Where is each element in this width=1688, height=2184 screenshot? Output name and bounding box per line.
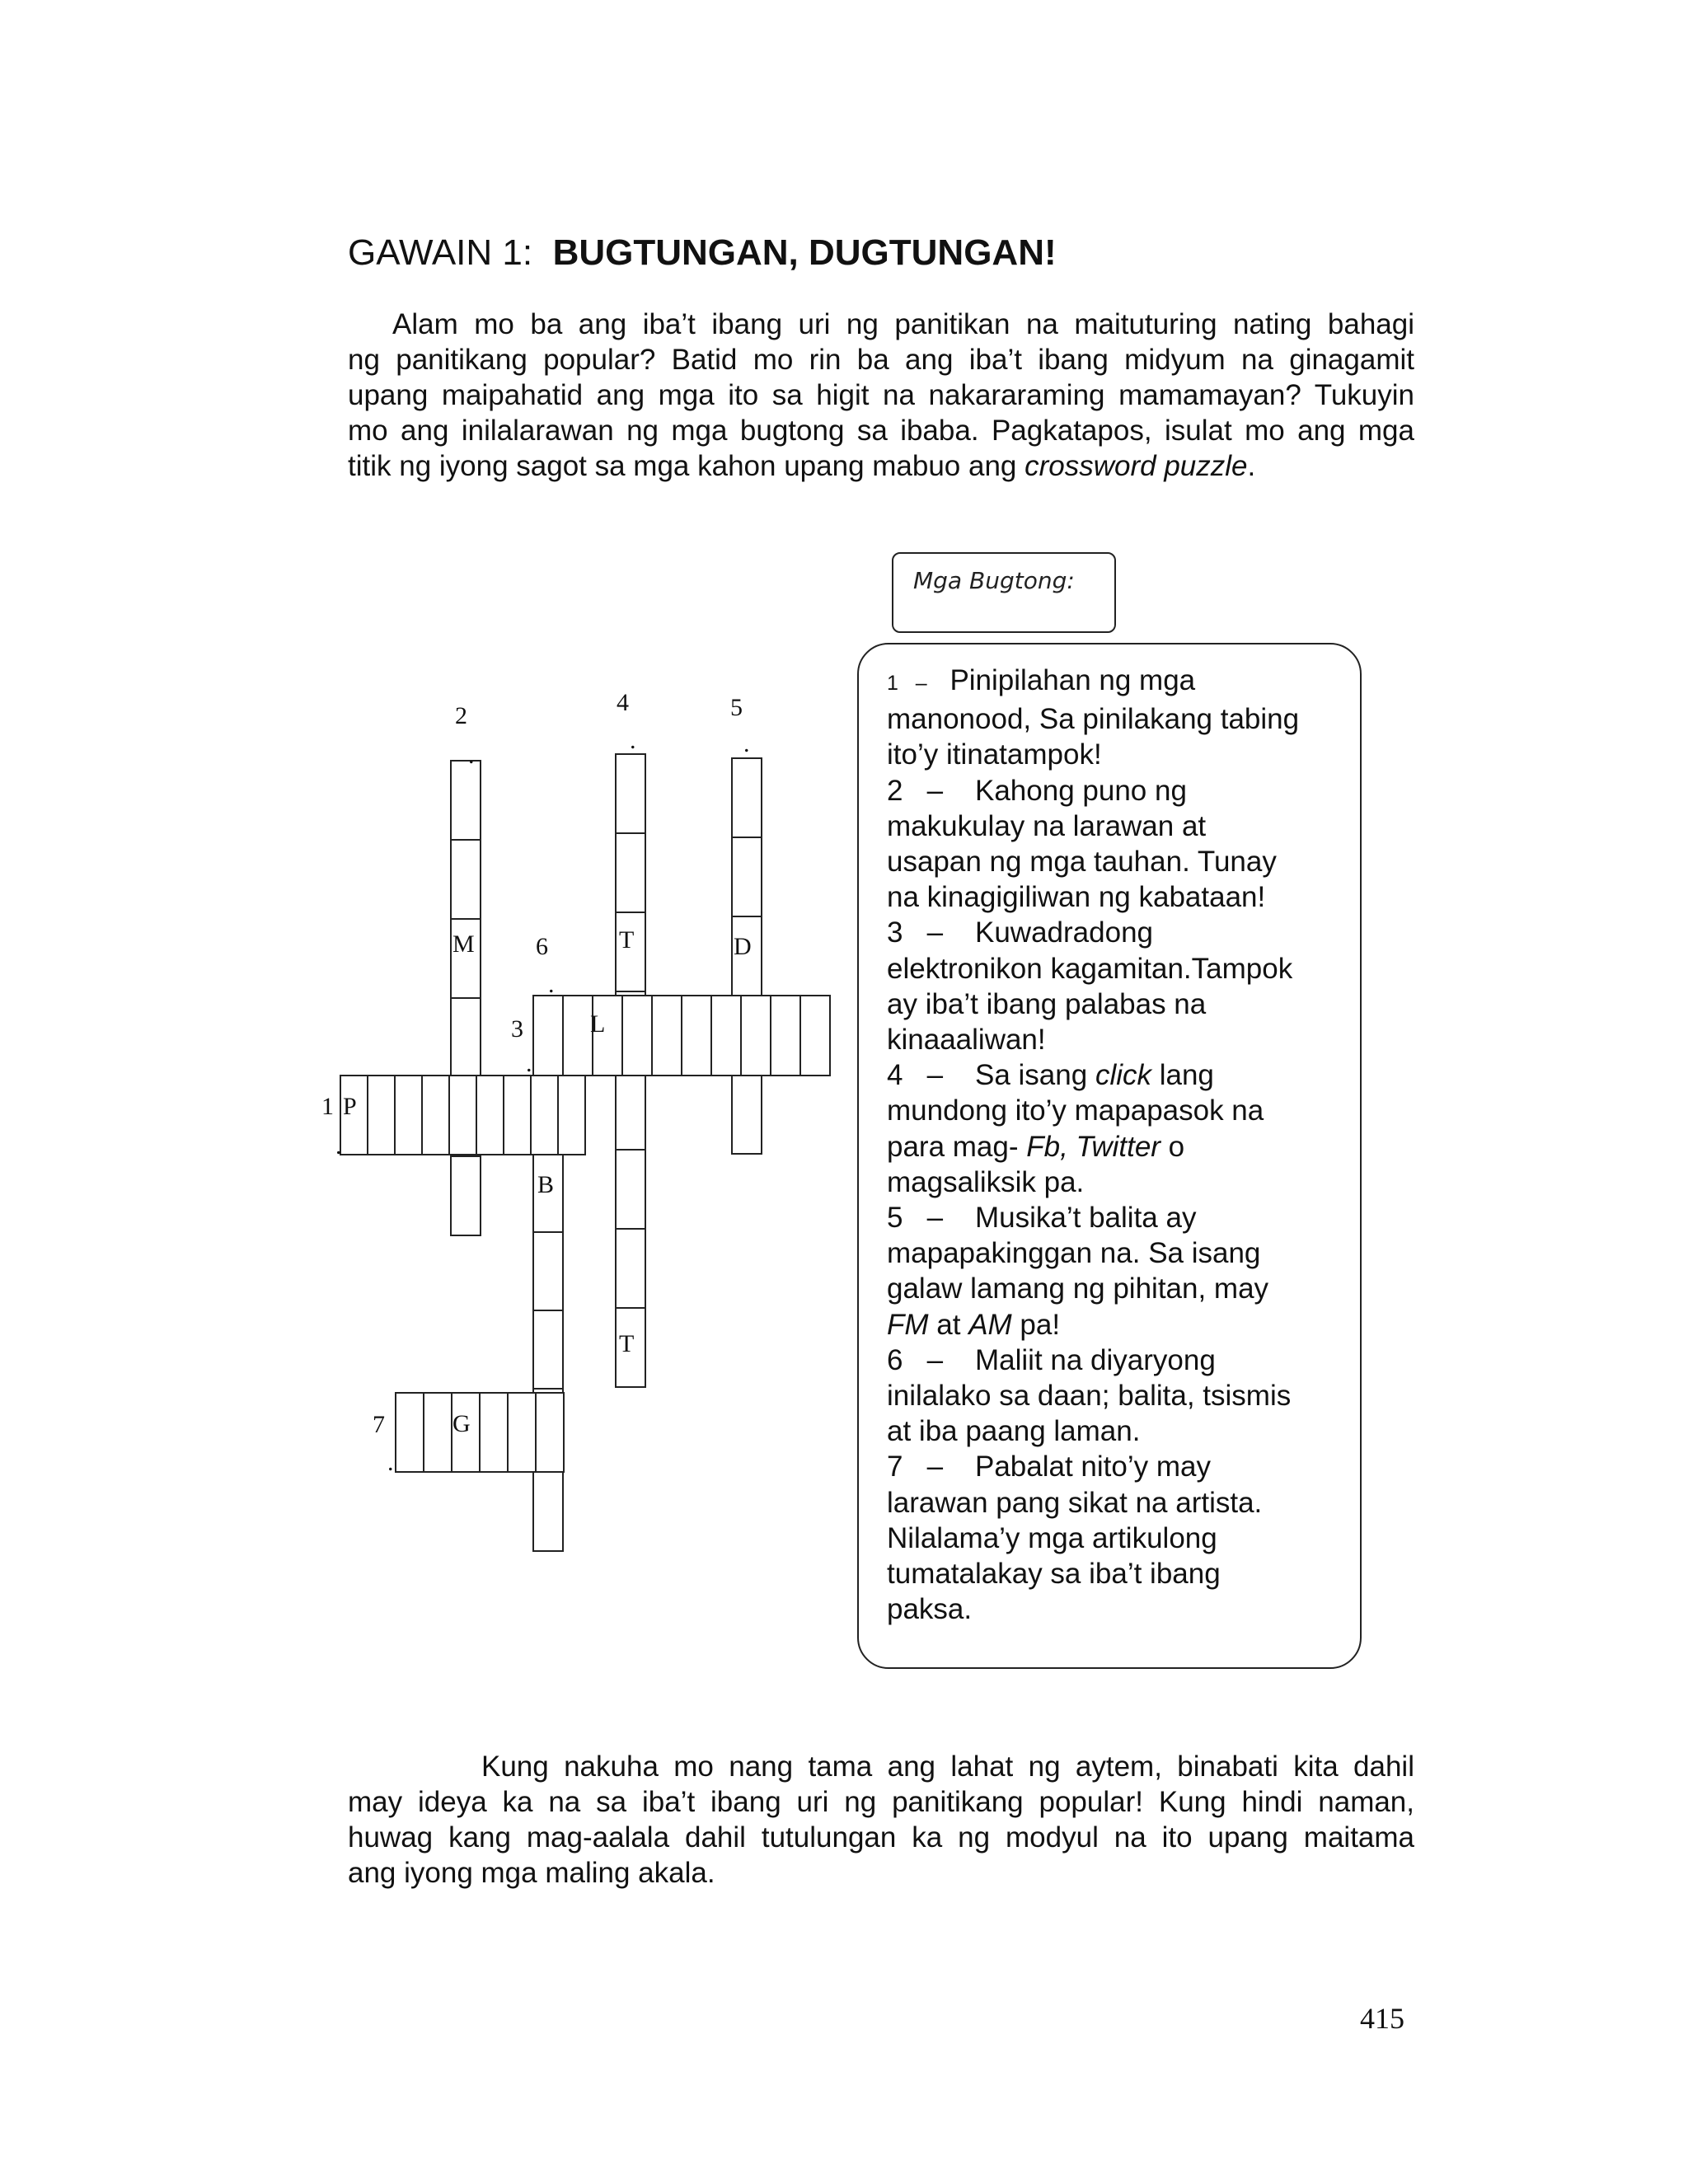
clue-line: larawan pang sikat na artista.	[887, 1486, 1263, 1519]
clue-number: 1 –	[887, 672, 950, 695]
clue-number: 6 –	[887, 1343, 975, 1376]
clue-line: paksa.	[887, 1593, 973, 1626]
crossword-cell[interactable]	[533, 1472, 563, 1551]
intro-line: mo ang inilalarawan ng mga bugtong sa ibaba. Pagkatapos, isulat mo ang mga	[348, 415, 1414, 447]
clue-line: mapapakinggan na. Sa isang	[887, 1237, 1261, 1270]
crossword-cell[interactable]	[563, 996, 593, 1076]
clue-number-label: 2	[455, 702, 467, 729]
crossword-cell[interactable]	[622, 996, 652, 1076]
crossword-cell[interactable]	[533, 1310, 563, 1389]
number-period: .	[335, 1132, 342, 1160]
crossword-cell[interactable]	[451, 761, 481, 840]
outro-paragraph	[348, 1749, 1414, 1891]
given-letter: P	[343, 1093, 357, 1120]
clue-number-label: 4	[617, 689, 629, 716]
clue-line: 1 – Pinipilahan ng mga	[887, 664, 1196, 696]
clue-number: 4 –	[887, 1059, 975, 1092]
crossword-cell[interactable]	[616, 833, 645, 912]
clue-number-label: 3	[511, 1015, 523, 1043]
number-period: .	[526, 1050, 532, 1077]
crossword-cell[interactable]	[424, 1393, 452, 1472]
crossword-cell[interactable]	[616, 1229, 645, 1308]
clue-number: 3 –	[887, 916, 975, 949]
intro-line: upang maipahatid ang mga ito sa higit na nakararaming mamamayan? Tukuyin	[348, 379, 1414, 411]
given-letter: M	[452, 930, 475, 958]
clue-number: 2 –	[887, 774, 975, 807]
number-period: .	[468, 742, 475, 769]
clue-line: galaw lamang ng pihitan, may	[887, 1272, 1269, 1305]
crossword-cell[interactable]	[732, 837, 762, 916]
given-letter: D	[734, 933, 752, 960]
clue-number-label: 7	[373, 1411, 385, 1438]
crossword-cell[interactable]	[732, 758, 762, 837]
clue-number-label: 5	[730, 694, 743, 721]
crossword-cell[interactable]	[616, 1071, 645, 1150]
intro-line-last: titik ng iyong sagot sa mga kahon upang mabuo ang crossword puzzle.	[348, 450, 1256, 482]
clue-line: makukulay na larawan at	[887, 809, 1207, 842]
outro-line: Kung nakuha mo nang tama ang lahat ng aytem, binabati kita dahil	[481, 1750, 1414, 1783]
crossword-cell[interactable]	[682, 996, 711, 1076]
crossword-cell[interactable]	[368, 1076, 395, 1155]
crossword-cell[interactable]	[451, 998, 481, 1077]
crossword-cell[interactable]	[536, 1393, 564, 1472]
given-letter: L	[590, 1010, 606, 1038]
outro-line: ang iyong mga maling akala.	[348, 1857, 715, 1889]
clue-number: 5 –	[887, 1202, 975, 1235]
clue-line: 5 – Musika’t balita ay	[887, 1202, 1197, 1235]
crossword-cell[interactable]	[422, 1076, 449, 1155]
crossword-cell[interactable]	[711, 996, 741, 1076]
title-bold: BUGTUNGAN, DUGTUNGAN!	[552, 232, 1057, 273]
clue-line: mundong ito’y mapapasok na	[887, 1094, 1264, 1127]
outro-line: may ideya ka na sa iba’t ibang uri ng panitikang popular! Kung hindi naman,	[348, 1786, 1414, 1818]
intro-line: ng panitikang popular? Batid mo rin ba ang iba’t ibang midyum na ginagamit	[348, 344, 1414, 376]
clue-line: inilalako sa daan; balita, tsismis	[887, 1380, 1292, 1413]
crossword-cell[interactable]	[476, 1076, 504, 1155]
clue-line: 4 – Sa isang click lang	[887, 1059, 1214, 1092]
bugtong-label: Mga Bugtong:	[892, 552, 1116, 633]
number-period: .	[548, 971, 555, 998]
crossword-cell[interactable]	[652, 996, 682, 1076]
given-letter: G	[452, 1410, 471, 1437]
number-period: .	[630, 727, 636, 754]
page-number: 415	[1360, 2002, 1404, 2035]
crossword-cell[interactable]	[732, 1075, 762, 1154]
clue-line: 7 – Pabalat nito’y may	[887, 1451, 1211, 1483]
clue-line: FM at AM pa!	[887, 1308, 1061, 1341]
crossword-cell[interactable]	[504, 1076, 531, 1155]
clue-line: ay iba’t ibang palabas na	[887, 987, 1207, 1020]
crossword-cell[interactable]	[616, 754, 645, 833]
crossword-cell[interactable]	[451, 840, 481, 919]
number-period: .	[743, 730, 750, 757]
crossword-cell[interactable]	[508, 1393, 536, 1472]
clue-number: 7 –	[887, 1451, 975, 1483]
given-letter: T	[619, 1330, 635, 1357]
given-letter: B	[537, 1171, 555, 1198]
crossword-cell[interactable]	[741, 996, 771, 1076]
crossword-cell[interactable]	[616, 1150, 645, 1229]
clue-line: para mag- Fb, Twitter o	[887, 1130, 1185, 1163]
clue-line: tumatalakay sa iba’t ibang	[887, 1558, 1221, 1591]
clue-line: ito’y itinatampok!	[887, 738, 1102, 771]
clue-line: usapan ng mga tauhan. Tunay	[887, 846, 1277, 879]
intro-line: Alam mo ba ang iba’t ibang uri ng panitikan na maituturing nating bahagi	[392, 308, 1414, 340]
clue-line: na kinagigiliwan ng kabataan!	[887, 881, 1266, 914]
clue-line: 6 – Maliit na diyaryong	[887, 1343, 1216, 1376]
clue-number-label: 1	[321, 1093, 334, 1120]
given-letter: T	[619, 926, 635, 954]
crossword-cell[interactable]	[531, 1076, 558, 1155]
clue-line: 3 – Kuwadradong	[887, 916, 1153, 949]
clue-line: elektronikon kagamitan.Tampok	[887, 952, 1293, 985]
crossword-cell[interactable]	[449, 1076, 476, 1155]
number-period: .	[387, 1449, 394, 1476]
title-prefix: GAWAIN 1:	[348, 232, 533, 273]
clue-line: manonood, Sa pinilakang tabing	[887, 703, 1300, 736]
crossword-cell[interactable]	[533, 996, 563, 1076]
crossword-cell[interactable]	[480, 1393, 508, 1472]
crossword-cell[interactable]	[558, 1076, 585, 1155]
crossword-cell[interactable]	[451, 1156, 481, 1235]
clue-line: 2 – Kahong puno ng	[887, 774, 1187, 807]
clue-line: at iba paang laman.	[887, 1415, 1141, 1448]
clue-line: Nilalama’y mga artikulong	[887, 1521, 1217, 1554]
clue-line: magsaliksik pa.	[887, 1165, 1085, 1198]
crossword-cell[interactable]	[396, 1393, 424, 1472]
clue-number-label: 6	[536, 933, 548, 960]
clue-line: kinaaaliwan!	[887, 1024, 1046, 1057]
crossword-cell[interactable]	[771, 996, 800, 1076]
crossword-cell[interactable]	[395, 1076, 422, 1155]
crossword-cell[interactable]	[533, 1232, 563, 1310]
outro-line: huwag kang mag-aalala dahil tutulungan ka ng modyul na ito upang maitama	[348, 1821, 1414, 1854]
crossword-cell[interactable]	[800, 996, 830, 1076]
